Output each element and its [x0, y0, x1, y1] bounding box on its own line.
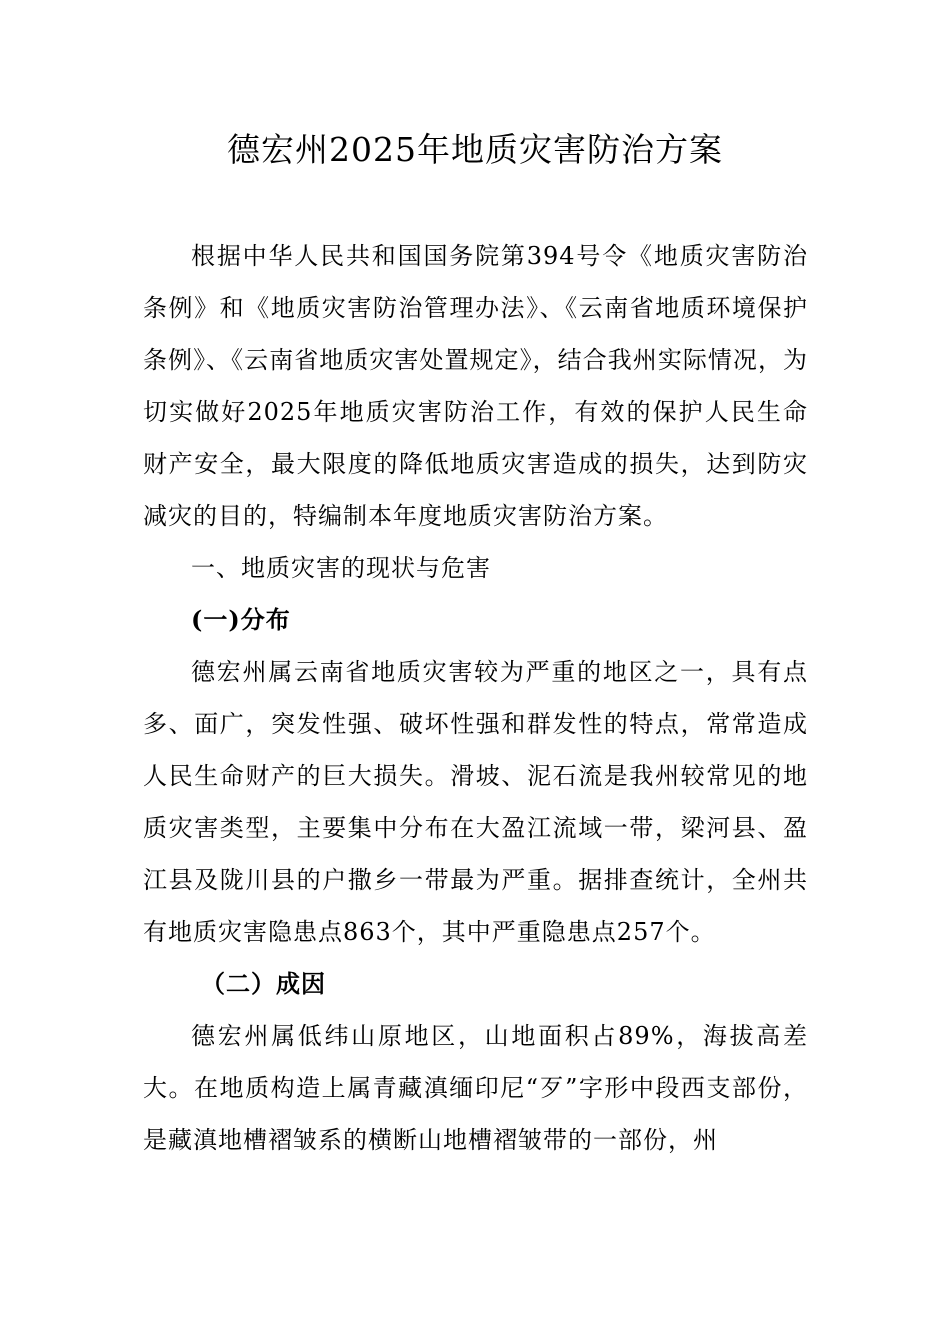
intro-paragraph: 根据中华人民共和国国务院第394号令《地质灾害防治条例》和《地质灾害防治管理办法》、《云南省地质环境保护条例》、《云南省地质灾害处置规定》，结合我州实际情况，为切实做好2025年地质灾害防治工作，有效的保护人民生命财产安全，最大限度的降低地质灾害造成的损失，达到防灾减灾的目的，特编制本年度地质灾害防治方案。: [143, 242, 808, 530]
subsection-heading-distribution: (一)分布: [191, 605, 291, 634]
distribution-paragraph: 德宏州属云南省地质灾害较为严重的地区之一，具有点多、面广，突发性强、破坏性强和群发性的特点，常常造成人民生命财产的巨大损失。滑坡、泥石流是我州较常见的地质灾害类型，主要集中分布在大盈江流域一带，梁河县、盈江县及陇川县的户撒乡一带最为严重。据排查统计，全州共有地质灾害隐患点863个，其中严重隐患点257个。: [143, 658, 808, 946]
subsection-heading-causes: （二）成因: [201, 969, 326, 998]
causes-paragraph: 德宏州属低纬山原地区，山地面积占89%，海拔高差大。在地质构造上属青藏滇缅印尼“歹”字形中段西支部份，是藏滇地槽褶皱系的横断山地槽褶皱带的一部份，州: [143, 1022, 808, 1154]
section-heading: 一、地质灾害的现状与危害: [191, 554, 491, 582]
document-title: 德宏州2025年地质灾害防治方案: [227, 130, 723, 169]
document-body: [143, 230, 808, 1166]
